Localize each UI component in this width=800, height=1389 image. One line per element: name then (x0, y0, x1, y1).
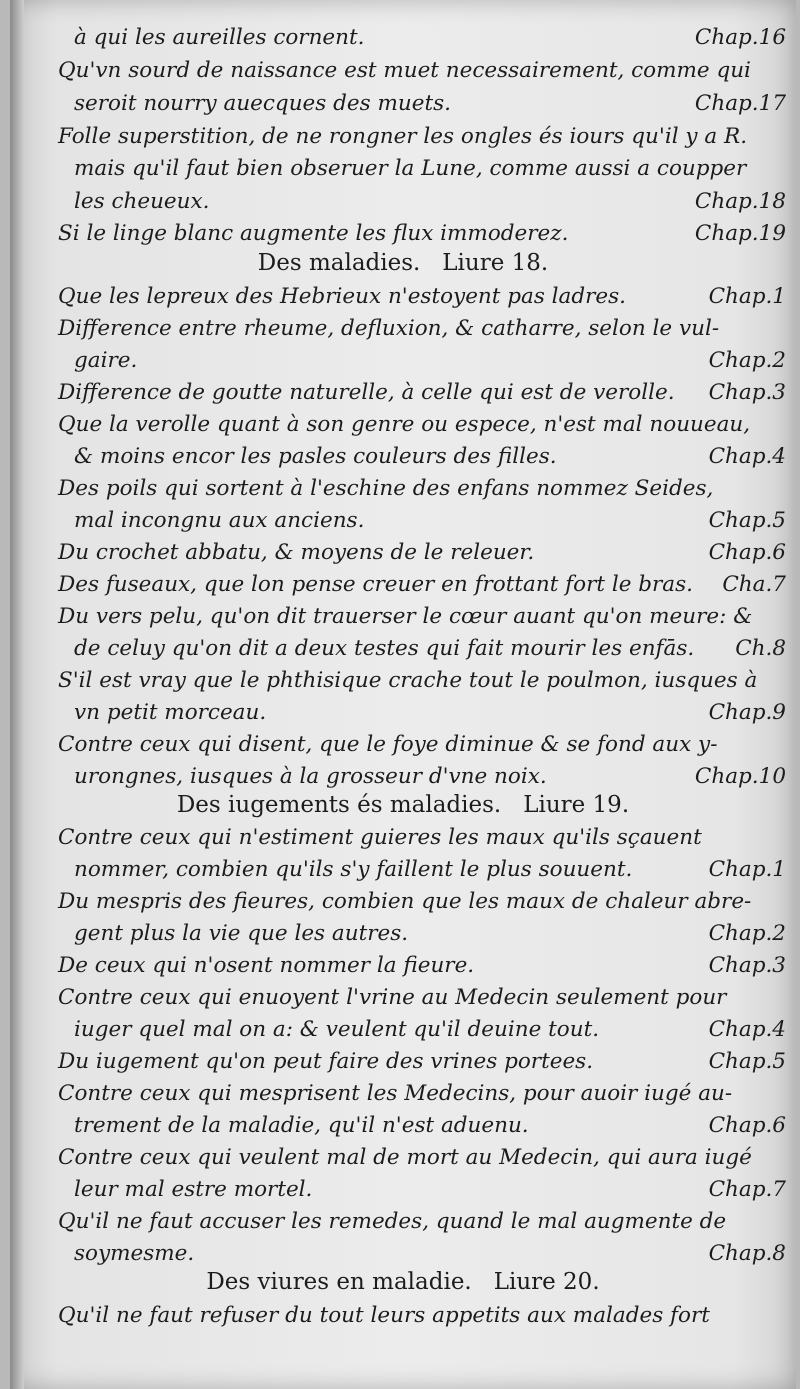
toc-entry-chapter: Chap.16 (694, 25, 786, 50)
section-book-number: Liure 20. (493, 1269, 600, 1295)
toc-entry-text: & moins encor les pasles couleurs des filles. (74, 444, 557, 469)
toc-entry-text: Difference de goutte naturelle, à celle qui est de verolle. (58, 380, 675, 405)
toc-entry-text: Que la verolle quant à son genre ou espece, n'est mal nouueau, (58, 412, 751, 437)
toc-entry-text: Qu'il ne faut accuser les remedes, quand le mal augmente de (58, 1209, 727, 1234)
toc-entry-text: Des poils qui sortent à l'eschine des enfans nommez Seides, (58, 476, 714, 501)
toc-entry-chapter: Chap.2 (708, 348, 786, 373)
toc-entry-text: Contre ceux qui enuoyent l'vrine au Medecin seulement pour (58, 985, 727, 1010)
toc-entry-chapter: Chap.3 (708, 953, 786, 978)
toc-entry-text: Folle superstition, de ne rongner les ongles és iours qu'il y a R. (58, 124, 748, 149)
section-book-number: Liure 19. (523, 792, 630, 818)
toc-entry-text: Contre ceux qui mesprisent les Medecins, pour auoir iugé au- (58, 1081, 733, 1106)
toc-entry-chapter: Chap.7 (708, 1177, 786, 1202)
toc-entry-text: urongnes, iusques à la grosseur d'vne noix. (74, 764, 547, 789)
toc-entry-chapter: Chap.4 (708, 444, 786, 469)
toc-entry-text: gent plus la vie que les autres. (74, 921, 409, 946)
toc-entry-text: gaire. (74, 348, 138, 373)
toc-entry-text: S'il est vray que le phthisique crache tout le poulmon, iusques à (58, 668, 758, 693)
toc-entry-chapter: Chap.10 (694, 764, 786, 789)
toc-entry-chapter: Chap.18 (694, 189, 786, 214)
toc-entry-text: Qu'vn sourd de naissance est muet necessairement, comme qui (58, 58, 751, 83)
toc-entry-text: trement de la maladie, qu'il n'est aduenu. (74, 1113, 529, 1138)
toc-entry-text: iuger quel mal on a: & veulent qu'il deuine tout. (74, 1017, 600, 1042)
toc-entry-chapter: Chap.17 (694, 91, 786, 116)
section-title: Des viures en maladie. (206, 1269, 472, 1295)
toc-entry-text: Du mespris des fieures, combien que les maux de chaleur abre- (58, 889, 752, 914)
toc-entry-chapter: Chap.5 (708, 508, 786, 533)
section-heading (10, 246, 796, 280)
section-book-number: Liure 18. (442, 250, 549, 276)
toc-entry-chapter: Ch.8 (735, 636, 786, 661)
toc-entry-text: Contre ceux qui veulent mal de mort au Medecin, qui aura iugé (58, 1145, 752, 1170)
book-page (10, 0, 796, 1389)
toc-entry-text: Difference entre rheume, defluxion, & catharre, selon le vul- (58, 316, 720, 341)
section-heading (10, 788, 796, 822)
toc-entry-chapter: Chap.4 (708, 1017, 786, 1042)
toc-entry-text: Du crochet abbatu, & moyens de le releuer. (58, 540, 535, 565)
toc-entry-text: De ceux qui n'osent nommer la fieure. (58, 953, 475, 978)
toc-entry-chapter: Chap.1 (708, 284, 786, 309)
toc-entry-text: vn petit morceau. (74, 700, 267, 725)
toc-entry-text: leur mal estre mortel. (74, 1177, 313, 1202)
toc-entry-chapter: Chap.1 (708, 857, 786, 882)
section-heading (10, 1265, 796, 1299)
toc-entry-text: à qui les aureilles cornent. (74, 25, 365, 50)
toc-entry-text: Contre ceux qui n'estiment guieres les maux qu'ils sçauent (58, 825, 702, 850)
section-title: Des maladies. (257, 250, 421, 276)
toc-entry-chapter: Chap.6 (708, 540, 786, 565)
toc-entry-chapter: Chap.6 (708, 1113, 786, 1138)
toc-entry-text: Que les lepreux des Hebrieux n'estoyent pas ladres. (58, 284, 627, 309)
toc-entry-chapter: Chap.2 (708, 921, 786, 946)
toc-entry-text: Si le linge blanc augmente les flux immoderez. (58, 221, 569, 246)
toc-entry-chapter: Cha.7 (722, 572, 786, 597)
section-title: Des iugements és maladies. (176, 792, 502, 818)
toc-entry-text: de celuy qu'on dit a deux testes qui fait mourir les enfās. (74, 636, 695, 661)
toc-entry-text: Du vers pelu, qu'on dit trauerser le cœur auant qu'on meure: & (58, 604, 753, 629)
toc-entry-text: Des fuseaux, que lon pense creuer en frottant fort le bras. (58, 572, 693, 597)
toc-entry-chapter: Chap.9 (708, 700, 786, 725)
toc-entry-text: soymesme. (74, 1241, 195, 1266)
toc-entry-text: mais qu'il faut bien obseruer la Lune, comme aussi a coupper (74, 156, 747, 181)
toc-entry-chapter: Chap.8 (708, 1241, 786, 1266)
toc-entry-text: les cheueux. (74, 189, 210, 214)
toc-entry-text: Du iugement qu'on peut faire des vrines portees. (58, 1049, 594, 1074)
toc-entry-text: seroit nourry auecques des muets. (74, 91, 451, 116)
toc-entry-chapter: Chap.19 (694, 221, 786, 246)
toc-entry-text: Contre ceux qui disent, que le foye diminue & se fond aux y- (58, 732, 718, 757)
toc-entry-chapter: Chap.3 (708, 380, 786, 405)
toc-entry-text: Qu'il ne faut refuser du tout leurs appetits aux malades fort (58, 1303, 710, 1328)
toc-entry-text: mal incongnu aux anciens. (74, 508, 365, 533)
toc-entry-text: nommer, combien qu'ils s'y faillent le plus souuent. (74, 857, 633, 882)
toc-entry-chapter: Chap.5 (708, 1049, 786, 1074)
